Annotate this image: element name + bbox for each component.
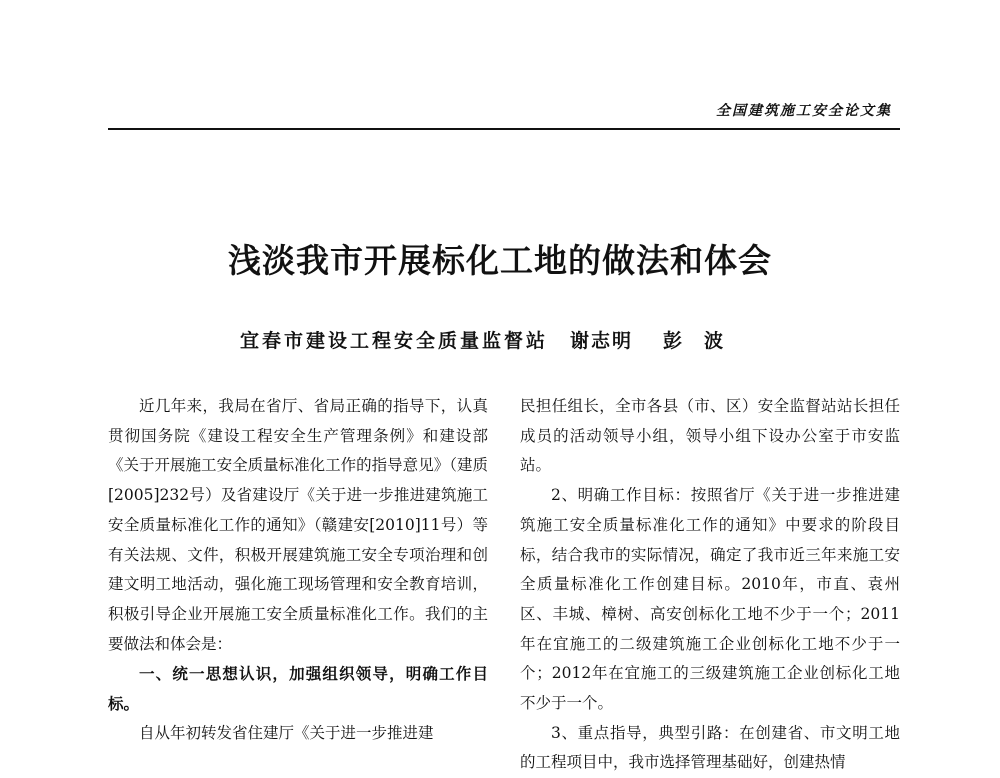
- author-name-1: 谢志明: [570, 330, 634, 352]
- right-column: [520, 392, 900, 778]
- paragraph-goals: 2、明确工作目标：按照省厅《关于进一步推进建筑施工安全质量标准化工作的通知》中要求的阶段目标，结合我市的实际情况，确定了我市近三年来施工安全质量标准化工作创建目标。2010年，市直、袁州区、丰城、樟树、高安创标化工地不少于一个；2011年在宜施工的二级建筑施工企业创标化工地不少于一个；2012年在宜施工的三级建筑施工企业创标化工地不少于一个。: [520, 486, 900, 713]
- paragraph-2: 自从年初转发省住建厅《关于进一步推进建: [139, 723, 434, 742]
- article-title: 浅淡我市开展标化工地的做法和体会: [228, 241, 772, 280]
- paragraph-intro: 近几年来，我局在省厅、省局正确的指导下，认真贯彻国务院《建设工程安全生产管理条例》和建设部《关于开展施工安全质量标准化工作的指导意见》（建质[2005]232号）及省建设厅《关于进一步推进建筑施工安全质量标准化工作的通知》（赣建安[2010]11号）等有关法规、文件，积极开展建筑施工安全专项治理和创建文明工地活动，强化施工现场管理和安全教育培训，积极引导企业开展施工安全质量标准化工作。我们的主要做法和体会是：: [108, 397, 488, 653]
- author-affiliation: 宜春市建设工程安全质量监督站: [240, 330, 549, 352]
- left-column: [108, 392, 488, 748]
- paragraph-continued: 民担任组长，全市各县（市、区）安全监督站站长担任成员的活动领导小组，领导小组下设办公室于市安监站。: [520, 397, 900, 475]
- byline: [240, 326, 745, 353]
- author-name-2: 彭波: [663, 330, 746, 352]
- header-rule: [108, 128, 900, 130]
- running-header: 全国建筑施工安全论文集: [716, 103, 892, 119]
- paragraph-guidance: 3、重点指导，典型引路：在创建省、市文明工地的工程项目中，我市选择管理基础好，创建热情: [520, 723, 900, 772]
- section-heading-1: 一、统一思想认识，加强组织领导，明确工作目标。: [108, 664, 488, 714]
